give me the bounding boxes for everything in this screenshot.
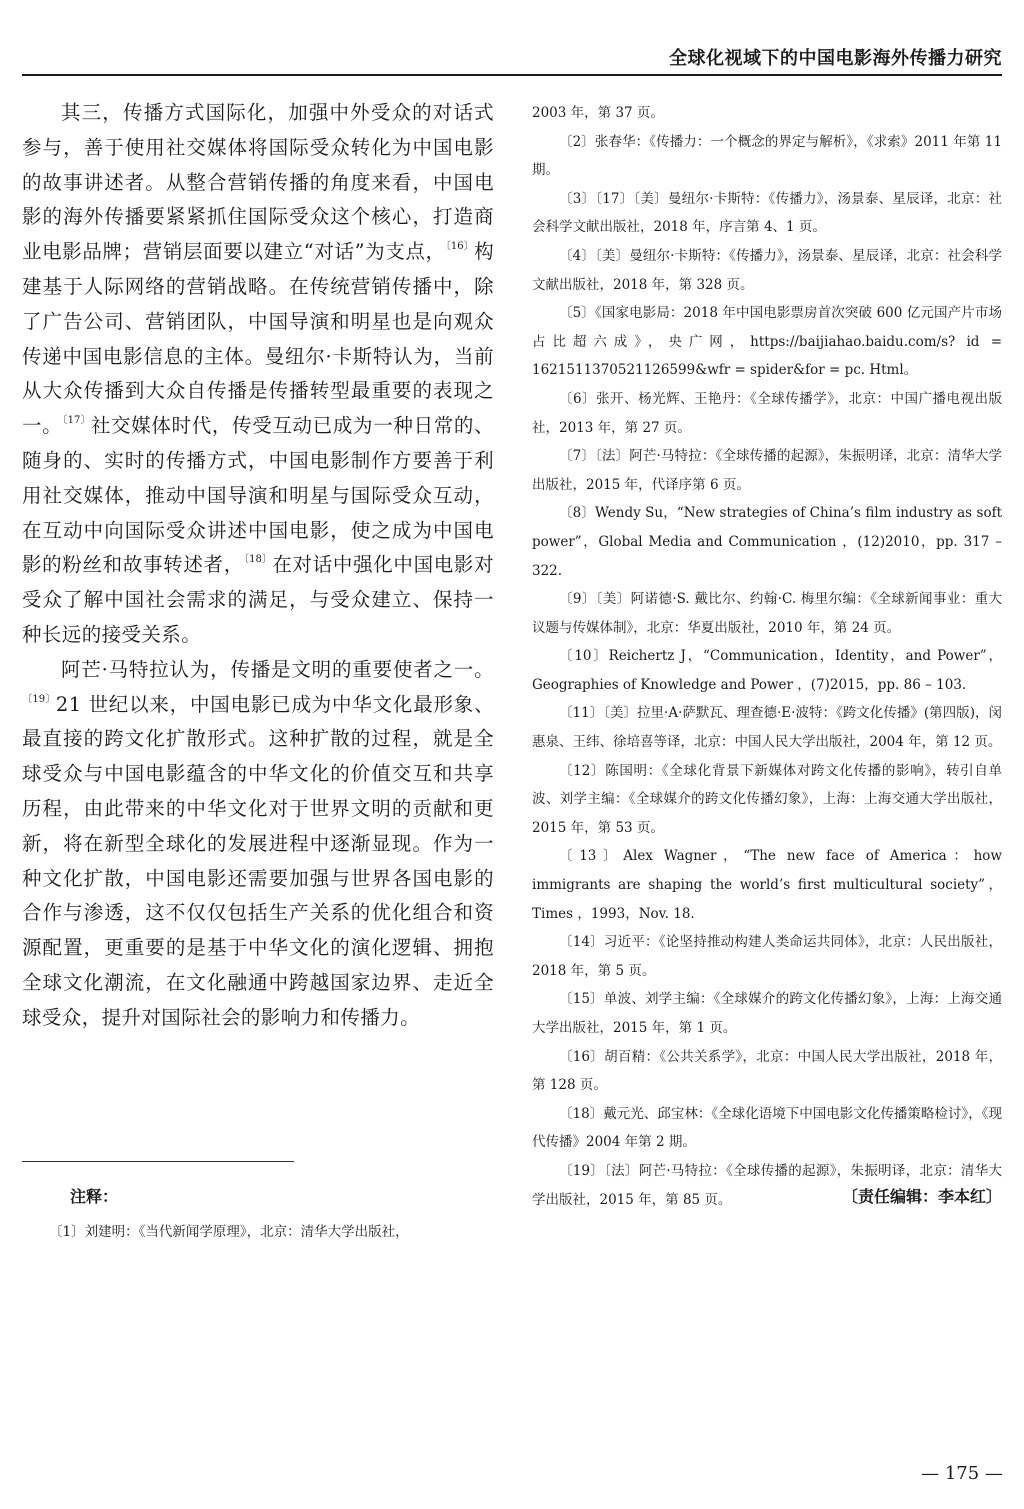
note-item: 〔5〕《国家电影局：2018 年中国电影票房首次突破 600 亿元国产片市场占比超六成》，央广网，https://baijiahao.baidu.com/s? id = 1621511370521126599&wfr = spider&for = pc. Html。 xyxy=(532,305,1002,379)
note-item: 〔16〕胡百精：《公共关系学》，北京：中国人民大学出版社，2018 年，第 128 页。 xyxy=(532,1048,1002,1094)
note-item: 〔8〕Wendy Su，“New strategies of China’s film industry as soft power”，Global Media and Communication ，(12)2010，pp. 317 – 322. xyxy=(532,505,1002,579)
body-text: 在对话中强化中国电影对受众了解中国社会需求的满足，与受众建立、保持一种长远的接受关系。 xyxy=(22,553,494,646)
note-item: 〔3〕〔17〕〔美〕曼纽尔·卡斯特：《传播力》，汤景泰、星辰译，北京：社会科学文献出版社，2018 年，序言第 4、1 页。 xyxy=(532,190,1002,236)
note-item: 〔13〕Alex Wagner，“The new face of America：how immigrants are shaping the world’s first multicultural society”，Times ，1993，Nov. 18. xyxy=(532,848,1002,922)
body-text: 社交媒体时代，传受互动已成为一种日常的、随身的、实时的传播方式，中国电影制作方要善于利用社交媒体，推动中国导演和明星与国际受众互动，在互动中向国际受众讲述中国电影，使之成为中国电影的粉丝和故事转述者， xyxy=(22,414,494,577)
body-text: 其三，传播方式国际化，加强中外受众的对话式参与，善于使用社交媒体将国际受众转化为中国电影的故事讲述者。从整合营销传播的角度来看，中国电影的海外传播要紧紧抓住国际受众这个核心，打造商业电影品牌；营销层面要以建立“对话”为支点， xyxy=(22,101,494,264)
notes-separator-rule xyxy=(22,1161,294,1162)
running-header xyxy=(0,0,1024,78)
notes-heading: 注释： xyxy=(70,1187,119,1206)
note-item: 〔12〕陈国明：《全球化背景下新媒体对跨文化传播的影响》，转引自单波、刘学主编：《全球媒介的跨文化传播幻象》，上海：上海交通大学出版社，2015 年，第 53 页。 xyxy=(532,762,1002,836)
body-text: 构建基于人际网络的营销战略。在传统营销传播中，除了广告公司、营销团队，中国导演和明星也是向观众传递中国电影信息的主体。曼纽尔·卡斯特认为，当前从大众传播到大众自传播是传播转型最重要的表现之一。 xyxy=(22,240,494,438)
note-item: 〔18〕戴元光、邱宝林：《全球化语境下中国电影文化传播策略检讨》，《现代传播》2004 年第 2 期。 xyxy=(532,1105,1002,1151)
note-item: 〔14〕习近平：《论坚持推动构建人类命运共同体》，北京：人民出版社，2018 年，第 5 页。 xyxy=(532,934,1002,979)
note-item: 〔7〕〔法〕阿芒·马特拉：《全球传播的起源》，朱振明译，北京：清华大学出版社，2015 年，代译序第 6 页。 xyxy=(532,448,1002,493)
body-text: 21 世纪以来，中国电影已成为中华文化最形象、最直接的跨文化扩散形式。这种扩散的过程，就是全球受众与中国电影蕴含的中华文化的价值交互和共享历程，由此带来的中华文化对于世界文明的贡献和更新，将在新型全球化的发展进程中逐渐显现。作为一种文化扩散，中国电影还需要加强与世界各国电影的合作与渗透，这不仅仅包括生产关系的优化组合和资源配置，更重要的是基于中华文化的演化逻辑、拥抱全球文化潮流，在文化融通中跨越国家边界、走近全球受众，提升对国际社会的影响力和传播力。 xyxy=(22,692,494,1029)
citation-marker: 〔18〕 xyxy=(243,554,273,566)
header-rule xyxy=(22,74,1002,76)
responsible-editor: 〔责任编辑：李本红〕 xyxy=(841,1187,1002,1206)
note-item-1-continuation: 2003 年，第 37 页。 xyxy=(532,105,664,121)
body-text: 阿芒·马特拉认为，传播是文明的重要使者之一。 xyxy=(61,657,494,681)
body-paragraph-2 xyxy=(22,653,494,1036)
note-item: 〔2〕张春华：《传播力：一个概念的界定与解析》，《求索》2011 年第 11 期。 xyxy=(532,133,1002,179)
running-title: 全球化视域下的中国电影海外传播力研究 xyxy=(669,48,1002,69)
note-item: 〔15〕单波、刘学主编：《全球媒介的跨文化传播幻象》，上海：上海交通大学出版社，2015 年，第 1 页。 xyxy=(532,991,1002,1036)
note-item-1: 〔1〕刘建明：《当代新闻学原理》，北京：清华大学出版社， xyxy=(49,1224,409,1240)
note-item: 〔9〕〔美〕阿诺德·S. 戴比尔、约翰·C. 梅里尔编：《全球新闻事业：重大议题与传媒体制》，北京：华夏出版社，2010 年，第 24 页。 xyxy=(532,591,1002,636)
citation-marker: 〔16〕 xyxy=(445,241,475,253)
note-item: 〔6〕张开、杨光辉、王艳丹：《全球传播学》，北京：中国广播电视出版社，2013 年，第 27 页。 xyxy=(532,390,1002,436)
note-item: 〔10〕Reichertz J，“Communication，Identity，and Power”，Geographies of Knowledge and Power ，(7)2015，pp. 86 – 103. xyxy=(532,648,1002,693)
notes-column-right xyxy=(532,99,1002,1214)
citation-marker: 〔19〕 xyxy=(22,693,56,705)
note-item: 〔4〕〔美〕曼纽尔·卡斯特：《传播力》，汤景泰、星辰译，北京：社会科学文献出版社，2018 年，第 328 页。 xyxy=(532,247,1002,293)
body-paragraph-1 xyxy=(22,96,494,653)
body-column-left xyxy=(22,96,494,1036)
note-item: 〔19〕〔法〕阿芒·马特拉：《全球传播的起源》，朱振明译，北京：清华大学出版社，2015 年，第 85 页。 xyxy=(532,1162,1002,1208)
page-number: — 175 — xyxy=(921,1463,1003,1484)
citation-marker: 〔17〕 xyxy=(62,415,91,427)
note-item: 〔11〕〔美〕拉里·A·萨默瓦、理查德·E·波特：《跨文化传播》(第四版)，闵惠泉、王纬、徐培喜等译，北京：中国人民大学出版社，2004 年，第 12 页。 xyxy=(532,705,1002,751)
